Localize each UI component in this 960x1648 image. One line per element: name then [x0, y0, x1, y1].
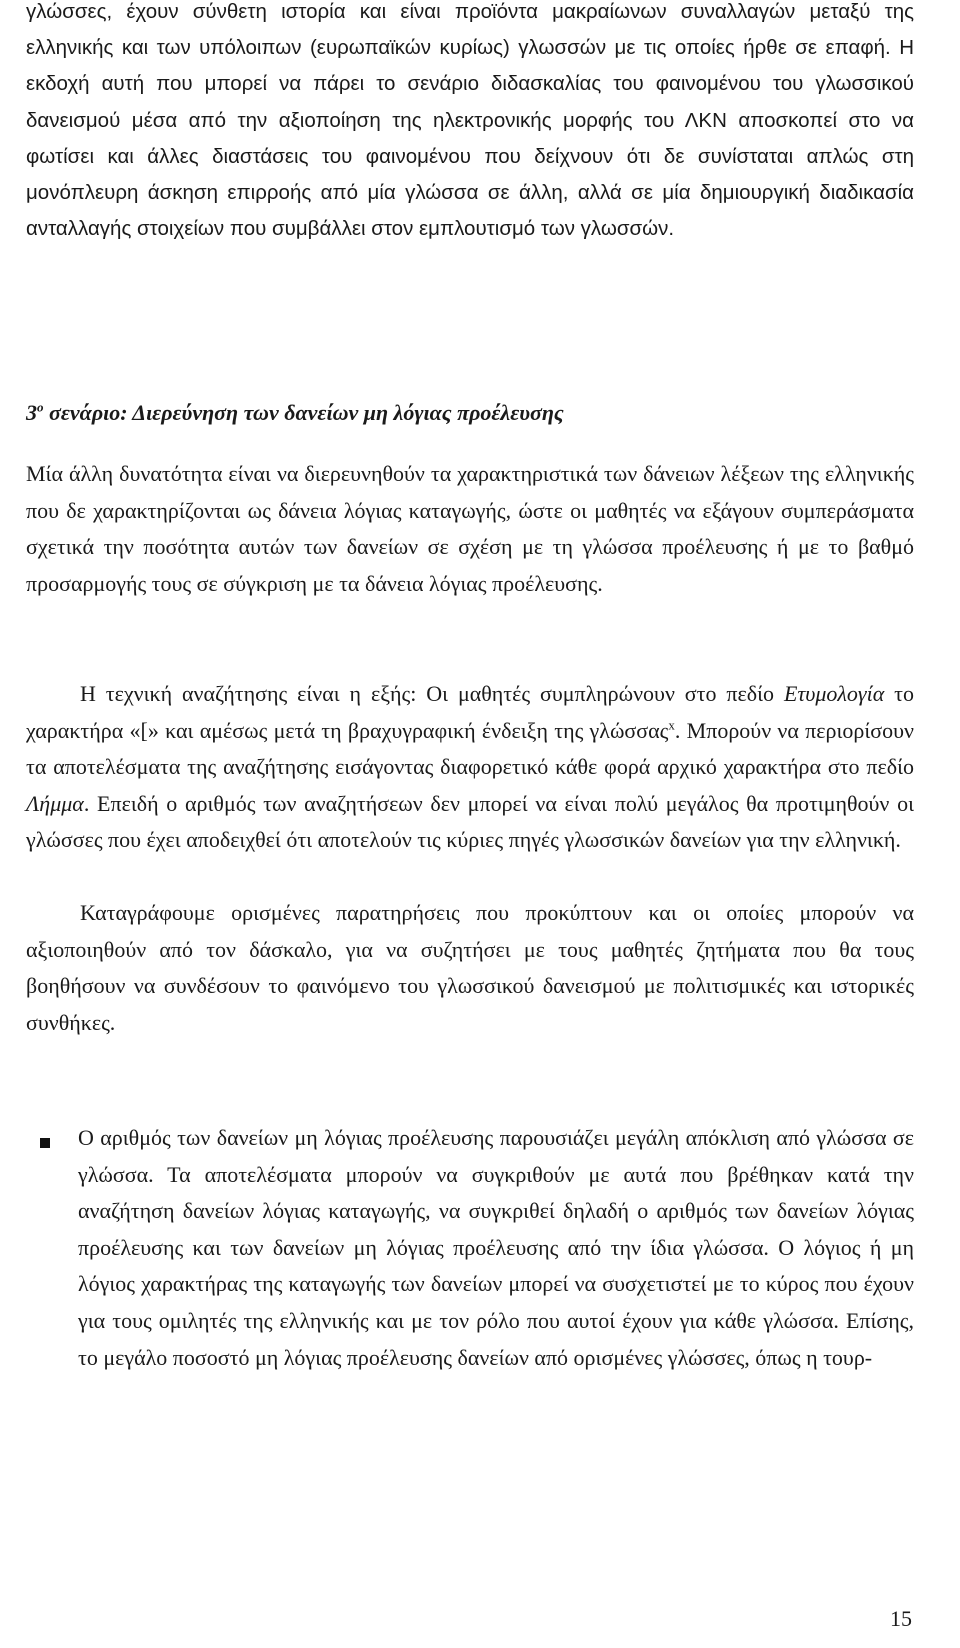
- paragraph-observations: Καταγράφουμε ορισμένες παρατηρήσεις που προκύπτουν και οι οποίες μπορούν να αξιοποιηθούν από τον δάσκαλο, για να συζητήσει με τους μαθητές ζητήματα που θα τους βοηθήσουν να συνδέσουν το φαινόμενο του γλωσσικού δανεισμού με πολιτισμικές και ιστορικές συνθήκες.: [26, 900, 914, 1035]
- section-heading: [26, 398, 564, 428]
- bullet-item: [78, 1120, 914, 1376]
- bullet-lead: Ο αριθμός των δανείων μη λόγιας προέλευσης παρουσιάζει μεγάλη απόκλιση από γλώσσα σε γλώσσα.: [78, 1125, 914, 1187]
- paragraph-continuation: γλώσσες, έχουν σύνθετη ιστορία και είναι προϊόντα μακραίωνων συναλλαγών μεταξύ της ελληνικής και των υπόλοιπων (ευρωπαϊκών κυρίως) γλωσσών με τις οποίες ήρθε σε επαφή. Η εκδοχή αυτή που μπορεί να πάρει το σενάριο διδασκαλίας του φαινομένου του γλωσσικού δανεισμού μέσα από την αξιοποίηση της ηλεκτρονικής μορφής του ΛΚΝ αποσκοπεί στο να φωτίσει και άλλες διαστάσεις του φαινομένου που δείχνουν ότι δε συνίσταται απλώς στη μονόπλευρη άσκηση επιρροής από μία γλώσσα σε άλλη, αλλά σε μία δημιουργική διαδικασία ανταλλαγής στοιχείων που συμβάλλει στον εμπλουτισμό των γλωσσών.: [26, 0, 914, 241]
- field-name-lemma: Λήμμα: [26, 790, 84, 816]
- heading-text: σενάριο: Διερεύνηση των δανείων μη λόγιας προέλευσης: [43, 400, 564, 425]
- paragraph-intro: Μία άλλη δυνατότητα είναι να διερευνηθούν τα χαρακτηριστικά των δάνειων λέξεων της ελληνικής που δε χαρακτηρίζονται ως δάνεια λόγιας καταγωγής, ώστε οι μαθητές να εξάγουν συμπεράσματα σχετικά την ποσότητα αυτών των δανείων σε σχέση με τη γλώσσα προέλευσης ή με το βαθμό προσαρμογής τους σε σύγκριση με τα δάνεια λόγιας προέλευσης.: [26, 461, 914, 596]
- page-number: 15: [890, 1606, 912, 1631]
- bullet-square-icon: [40, 1138, 50, 1148]
- heading-ordinal: $3^o$: [26, 399, 44, 425]
- bullet-rest: Τα αποτελέσματα μπορούν να συγκριθούν με αυτά που βρέθηκαν κατά την αναζήτηση δανείων λόγιας καταγωγής, να συγκριθεί δηλαδή ο αριθμός των δανείων λόγιας προέλευσης και των δανείων μη λόγιας προέλευσης από την ίδια γλώσσα. Ο λόγιος ή μη λόγιος χαρακτήρας της καταγωγής των δανείων μπορεί να συσχετιστεί με το κύρος που έχουν για τους ομιλητές της ελληνικής και με τον ρόλο που αυτοί έχουν για κάθε γλώσσα. Επίσης, το μεγάλο ποσοστό μη λόγιας προέλευσης δανείων από ορισμένες γλώσσες, όπως η τουρ-: [78, 1161, 914, 1370]
- footnote-marker: x: [668, 717, 675, 733]
- field-name-etymology: Ετυμολογία: [783, 681, 885, 706]
- paragraph-technique: Η τεχνική αναζήτησης είναι η εξής: Οι μαθητές συμπληρώνουν στο πεδίο Ετυμολογία το χαρακτήρα «[» και αμέσως μετά τη βραχυγραφική ένδειξη της γλώσσας$^x$. Μπορούν να περιορίσουν τα αποτελέσματα της αναζήτησης εισάγοντας διαφορετικό κάθε φορά αρχικό χαρακτήρα στο πεδίο Λήμμα. Επειδή ο αριθμός των αναζητήσεων δεν μπορεί να είναι πολύ μεγάλος θα προτιμηθούν οι γλώσσες που έχει αποδειχθεί ότι αποτελούν τις κύριες πηγές γλωσσικών δανείων για την ελληνική.: [26, 681, 914, 853]
